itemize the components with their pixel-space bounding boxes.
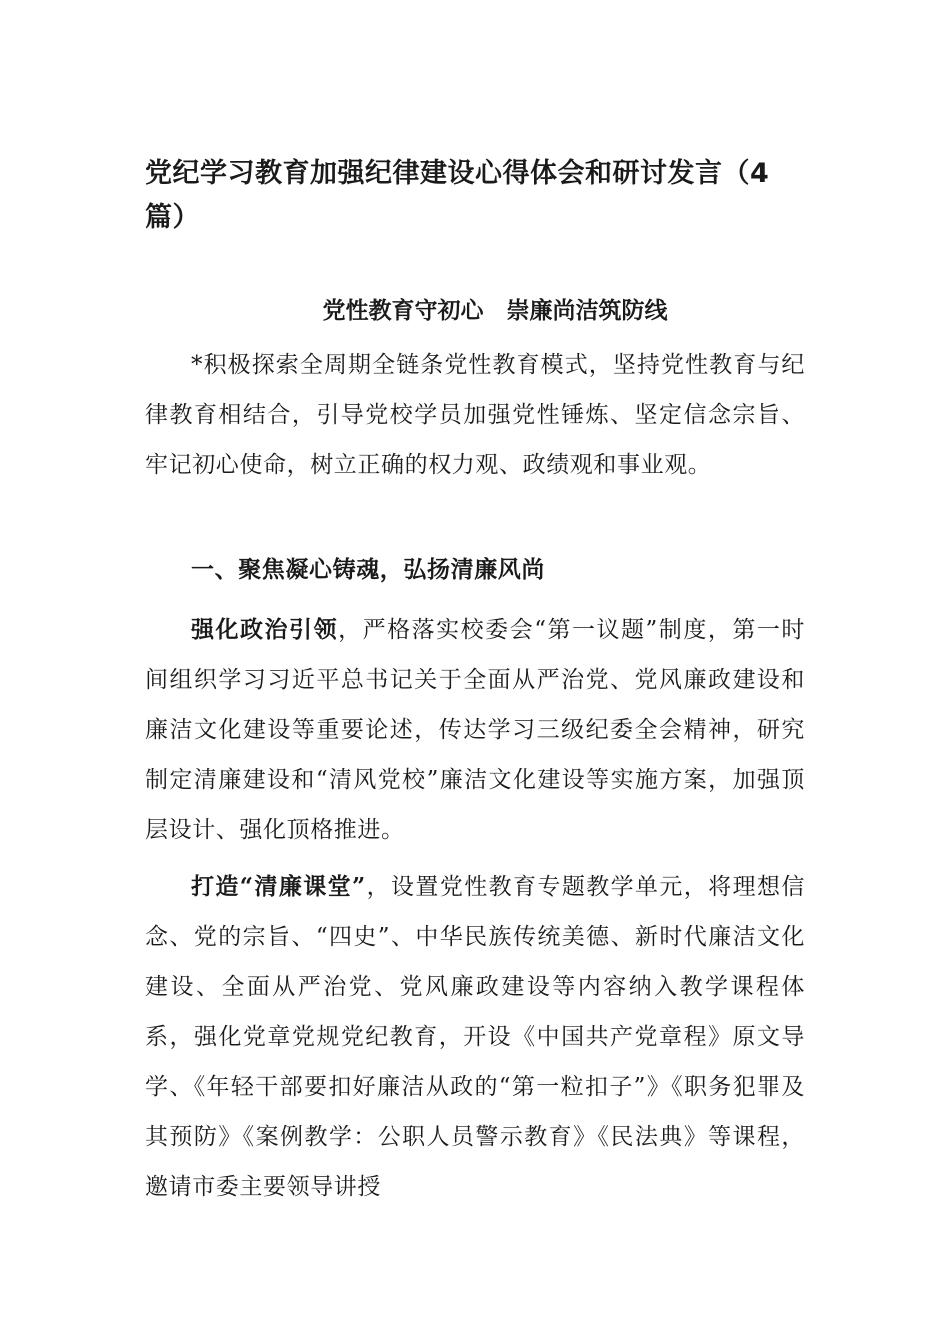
paragraph-text: ，严格落实校委会“第一议题”制度，第一时间组织学习习近平总书记关于全面从严治党、党风廉政建设和廉洁文化建设等重要论述，传达学习三级纪委全会精神，研究制定清廉建设和“清风党校”廉洁文化建设等实施方案，加强顶层设计、强化顶格推进。 [145,617,805,843]
paragraph-text: ，设置党性教育专题教学单元，将理想信念、党的宗旨、“四史”、中华民族传统美德、新时代廉洁文化建设、全面从严治党、党风廉政建设等内容纳入教学课程体系，强化党章党规党纪教育，开设《中国共产党章程》原文导学、《年轻干部要扣好廉洁从政的“第一粒扣子”》《职务犯罪及其预防》《案例教学：公职人员警示教育》《民法典》等课程，邀请市委主要领导讲授 [145,874,805,1200]
intro-paragraph: *积极探索全周期全链条党性教育模式，坚持党性教育与纪律教育相结合，引导党校学员加强党性锤炼、坚定信念宗旨、牢记初心使命，树立正确的权力观、政绩观和事业观。 [145,352,805,478]
body-paragraph [145,862,805,1212]
body-paragraph [145,605,805,855]
document-title: 党纪学习教育加强纪律建设心得体会和研讨发言（4篇） [145,158,770,233]
document-subtitle: 党性教育守初心 崇廉尚洁筑防线 [322,297,668,324]
paragraph-lead: 强化政治引领 [191,616,339,643]
paragraph-lead: 打造“清廉课堂” [191,873,366,900]
document-page [145,0,805,1344]
section-heading: 一、聚焦凝心铸魂，弘扬清廉风尚 [191,556,545,583]
